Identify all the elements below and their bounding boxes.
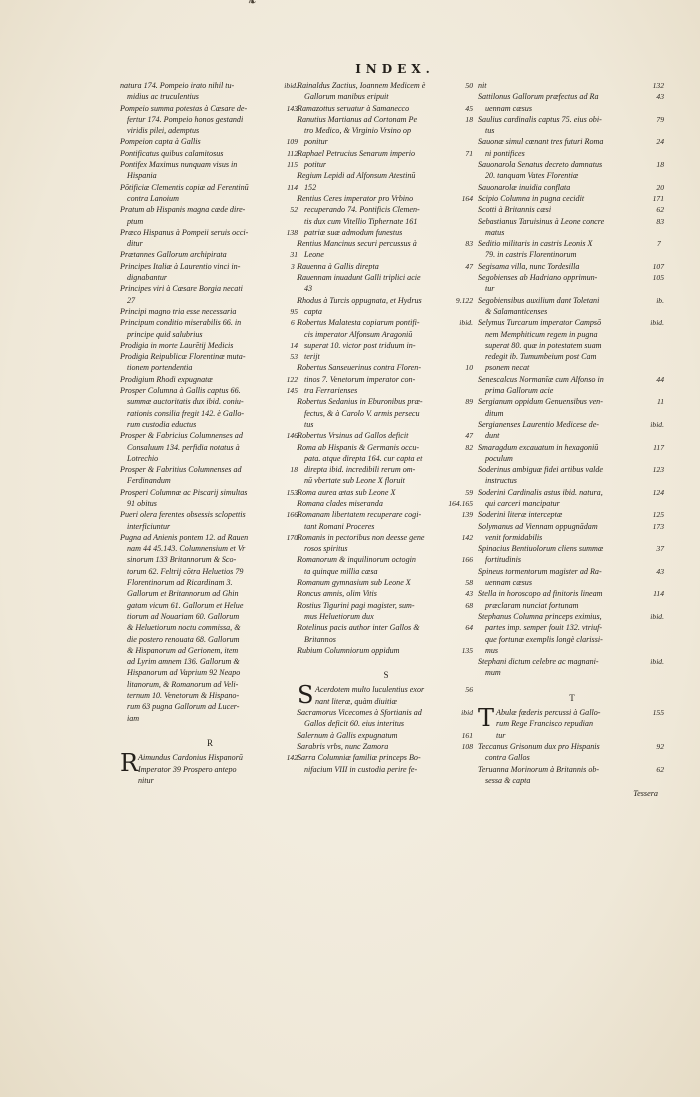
index-entry (478, 419, 666, 442)
entry-page-ref: 135 (461, 645, 473, 655)
entry-page-ref: 124 (652, 487, 664, 497)
index-entry (120, 374, 300, 385)
entry-page-ref: 123 (652, 465, 664, 475)
entry-text: Principes Italiæ à Laurentio vinci in- dignabantur (120, 261, 241, 283)
entry-page-ref: 24 (656, 137, 664, 147)
entry-text: Prosperi Columnæ ac Piscarij simultas 91 obitus (120, 487, 248, 508)
index-entry (478, 741, 666, 764)
index-entry (478, 588, 666, 611)
entry-page-ref: 146 (286, 431, 298, 441)
dropcap-entry (120, 749, 300, 786)
entry-text: Stephanus Columna princeps eximius, partes imp. semper fouit 132. vtriuf- que fortunæ exemplis longè clarissi- mus (478, 611, 603, 655)
entry-text: Senescalcus Normanīæ cum Alfonso in prima Gallorum acie (478, 374, 604, 396)
entry-text: Segobienses ab Hadriano opprimun- tur (478, 273, 598, 294)
entry-text: Romanum gymnasium sub Leone X (297, 578, 411, 588)
index-entry (297, 554, 475, 577)
entry-page-ref: 173 (652, 521, 664, 531)
entry-page-ref: 43 (656, 566, 664, 576)
index-entry (120, 204, 300, 227)
entry-page-ref: 164.165 (448, 498, 473, 508)
index-entry (297, 487, 475, 498)
entry-page-ref: 14 (290, 340, 298, 350)
index-entry (120, 464, 300, 487)
entry-page-ref: 58 (465, 578, 473, 588)
entry-page-ref: 82 (465, 442, 473, 452)
section-letter: R (206, 737, 213, 748)
entry-page-ref: 79 (656, 114, 664, 124)
index-entry (478, 611, 666, 656)
index-entry (478, 204, 666, 215)
index-entry (478, 566, 666, 589)
entry-page-ref: 114 (653, 589, 664, 599)
index-entry (478, 261, 666, 272)
entry-text: Spinacius Bentiuolorum cliens summæ fortitudinis (478, 544, 604, 565)
index-entry (297, 622, 475, 645)
entry-text: Rhodus à Turcis oppugnata, et Hydrus capta (297, 295, 422, 316)
index-entry (478, 442, 666, 465)
index-entry (478, 136, 666, 159)
entry-page-ref: ibid (461, 708, 473, 718)
entry-text: Selymus Turcarum imperator Campsō nem Memphiticum regem in pugna superat 80. quæ in potestatem suam redegit ib. Tumumbeium post Cam psonem necat (478, 318, 602, 373)
entry-text: Prodigium Rhodi expugnatæ (120, 374, 213, 384)
entry-page-ref: 145 (286, 386, 298, 396)
entry-page-ref: 47 (465, 431, 473, 441)
entry-page-ref: 71 (465, 148, 473, 158)
entry-page-ref: 122 (286, 374, 298, 384)
drop-cap: T (478, 704, 495, 733)
entry-page-ref: 115 (287, 160, 298, 170)
entry-page-ref: 52 (290, 205, 298, 215)
dropcap-entry (297, 681, 475, 710)
entry-page-ref: 6 (291, 318, 295, 328)
entry-text: Ramazottus seruatur à Samanecco (297, 103, 410, 113)
index-entry (297, 148, 475, 171)
entry-text: Sergianenses Laurentio Medicese de- dunt (478, 419, 599, 441)
index-entry (297, 170, 475, 193)
index-entry (478, 193, 666, 204)
entry-page-ref: 109 (286, 137, 298, 147)
index-entry (297, 272, 475, 295)
index-entry (297, 752, 475, 775)
entry-text: Prodigia Reipublicæ Florentinæ muta- tionem portendentia (120, 352, 246, 373)
entry-text: Sauonarola Senatus decreto damnatus 20. tanquam Vates Florentiæ (478, 160, 603, 181)
index-entry (478, 509, 666, 520)
entry-page-ref: 31 (290, 250, 298, 260)
entry-page-ref: 114 (287, 182, 298, 192)
entry-text: Pueri olera ferentes obsessis sclopettis interficiuntur (120, 510, 246, 531)
entry-page-ref: 37 (656, 544, 664, 554)
section-letter: S (383, 670, 389, 681)
index-entry (478, 487, 666, 510)
entry-page-ref: 43 (465, 589, 473, 599)
entry-text: Scipio Columna in pugna cecidit (478, 193, 585, 203)
index-entry (291, 261, 475, 272)
entry-page-ref: 92 (656, 741, 664, 751)
drop-cap: S (297, 681, 314, 710)
entry-text: Roncus amnis, olim Vitis (297, 589, 377, 599)
entry-text: Sarra Columniæ familiæ princeps Bo- nifacium VIII in custodia perire fe- (297, 753, 421, 774)
entry-text: Seditio militaris in castris Leonis X 79. in castris Florentinorum (478, 239, 593, 260)
entry-page-ref: ibid. (459, 318, 473, 328)
entry-text: Prosper & Fabritius Columnenses ad Ferdinandum (120, 465, 242, 486)
index-entry (120, 351, 300, 374)
index-entry (297, 509, 475, 532)
page-header (0, 58, 700, 77)
entry-page-ref: 138 (286, 227, 298, 237)
entry-page-ref: ibid. (650, 318, 664, 328)
index-entry (478, 182, 666, 193)
index-entry (120, 306, 300, 317)
index-entry (478, 91, 666, 114)
index-entry (120, 261, 300, 284)
index-entry (297, 707, 475, 730)
index-entry (478, 464, 666, 487)
index-entry (120, 317, 300, 340)
entry-page-ref: 83 (465, 239, 473, 249)
entry-text: Robertus Sanseuerinus contra Floren- tinos 7. Venetorum imperator con- tra Ferrarienses (297, 363, 422, 396)
entry-page-ref: 161 (461, 730, 473, 740)
entry-text: Principes viri à Cæsare Borgia necati 27 (120, 284, 243, 305)
entry-page-ref: 170 (286, 532, 298, 542)
entry-text: Roma ab Hispanis & Germanis occu- pata. atque direpta 164. cur capta et direpta ibid. incredibili rerum om- nū vbertate sub Leone X floruit (297, 442, 423, 486)
entry-text: Rainaldus Zactius, Ioannem Medicem è Gallorum manibus eripuit (297, 81, 426, 102)
index-entry (297, 730, 475, 741)
index-entry (478, 238, 666, 261)
entry-text: natura 174. Pompeio irato nihil tu- midius ac truculentius (120, 81, 235, 102)
entry-text: Pompeion capta à Gallis (120, 137, 201, 147)
index-entry (120, 148, 300, 159)
page-ornament: ❧ (248, 0, 257, 8)
entry-page-ref: 18 (465, 114, 473, 124)
entry-page-ref: 56 (465, 685, 473, 695)
entry-page-ref: 125 (652, 510, 664, 520)
index-entry (478, 656, 666, 679)
entry-text: Rauennam inuadunt Galli triplici acie 43 (297, 273, 421, 294)
entry-text: Pompeio summa potestas à Cæsare de- fertur 174. Pompeio honos gestandi viridis pilei, ademptus (120, 103, 248, 136)
entry-text: Principum conditio miserabilis 66. in principe quid salubrius (120, 318, 242, 339)
entry-page-ref: 47 (465, 261, 473, 271)
index-column-1 (120, 80, 300, 786)
entry-text: Sacramorus Vicecomes à Sfortianis ad Gallos deficit 60. eius interitus (297, 708, 422, 729)
index-entry (297, 741, 475, 752)
index-entry (478, 295, 666, 318)
entry-text: nit (478, 81, 487, 90)
entry-text: Raphael Petrucius Senarum imperio potitur (297, 148, 416, 170)
entry-text: Smaragdum excauatum in hexagoniū poculum (478, 442, 599, 463)
entry-text: Soderinus ambiguæ fidei artibus valde instructus (478, 465, 603, 486)
entry-text: Regium Lepidi ad Alfonsum Atestinū 152 (297, 171, 416, 192)
entry-page-ref: 50 (465, 81, 473, 90)
entry-text: Pontificatus quibus calamitosus (120, 148, 224, 158)
index-entry (297, 600, 475, 623)
index-entry (120, 283, 300, 306)
entry-page-ref: 64 (465, 623, 473, 633)
index-entry (120, 340, 300, 351)
entry-page-ref: 10 (465, 363, 473, 373)
entry-page-ref: 20 (656, 182, 664, 192)
entry-page-ref: 11 (656, 397, 664, 407)
entry-page-ref: ib. (656, 295, 664, 305)
index-entry (120, 182, 300, 205)
entry-page-ref: 155 (652, 708, 664, 718)
index-entry (297, 532, 475, 555)
entry-page-ref: 7 (657, 239, 661, 249)
entry-text: Pōtificiæ Clementis copiæ ad Ferentinū contra Lanoium (120, 182, 249, 203)
index-entry (297, 498, 475, 509)
entry-text: Sattilonus Gallorum præfectus ad Ra uennam cæsus (478, 92, 599, 113)
entry-text: Stella in horoscopo ad finitoris lineam præclaram nunciat fortunam (478, 589, 603, 610)
entry-text: Ranutius Martianus ad Cortonam Pe tro Medico, & Virginio Vrsino op ponitur (297, 114, 418, 147)
entry-text: Prodigia in morte Laurētij Medicis (120, 340, 234, 350)
index-entry (478, 159, 666, 182)
index-column-3 (478, 80, 666, 799)
entry-page-ref: ibid. (650, 657, 664, 667)
entry-page-ref: 62 (656, 205, 664, 215)
entry-text: Solymanus ad Viennam oppugnādam venit formidabilis (478, 521, 598, 542)
entry-page-ref: 142 (461, 532, 473, 542)
entry-text: Teruanna Morinorum à Britannis ob- sessa & capta (478, 764, 600, 785)
entry-page-ref: 44 (656, 374, 664, 384)
index-entry (297, 103, 475, 114)
entry-page-ref: 3 (291, 261, 295, 271)
index-entry (297, 396, 475, 430)
entry-page-ref: 107 (652, 261, 664, 271)
entry-text: Sergianum oppidum Genuensibus ven- ditum (478, 397, 603, 418)
index-entry (120, 159, 300, 182)
index-entry (120, 103, 300, 137)
entry-text: Principi magno tria esse necessaria (120, 306, 237, 316)
entry-text: Rubium Columniorum oppidum (297, 645, 400, 655)
entry-text: Rentius Mancinus securi percussus à Leone (297, 239, 417, 260)
index-entry (478, 396, 666, 419)
entry-page-ref: 164 (461, 193, 473, 203)
entry-page-ref: 83 (656, 216, 664, 226)
index-entry (478, 764, 666, 787)
index-entry (478, 374, 666, 397)
entry-text: Robertus Malatesta copiarum pontifi- cis imperator Alfonsum Aragoniū superat 10. victor post triduum in- terijt (297, 318, 420, 362)
entry-page-ref: 166 (461, 555, 473, 565)
entry-text: Soderini Cardinalis astus ibid. natura, qui carceri mancipatur (478, 487, 603, 508)
index-entry (120, 136, 300, 147)
entry-page-ref: 68 (465, 600, 473, 610)
entry-text: Salernum à Gallis expugnatum (297, 730, 398, 740)
entry-page-ref: ibid. (650, 611, 664, 621)
entry-text: Sauonæ simul cœnant tres futuri Roma ni pontifices (478, 137, 604, 158)
entry-text: Roma aurea ætas sub Leone X (297, 487, 396, 497)
entry-text: Sauonarolæ inuidia conflata (478, 182, 571, 192)
index-entry (120, 430, 300, 464)
index-entry (297, 577, 475, 588)
entry-text: Rentius Ceres imperator pro Vrbino recuperando 74. Pontificis Clemen- tis dux cum Vitellio Tiphernate 161 patriæ suæ admodum funestus (297, 193, 420, 237)
index-entry (120, 487, 300, 510)
entry-page-ref: 105 (652, 273, 664, 283)
entry-text: Rauenna à Gallis direpta (297, 261, 379, 271)
index-entry (297, 114, 475, 148)
entry-text: Soderini literæ interceptæ (478, 510, 563, 520)
entry-page-ref: 142 (286, 753, 298, 763)
index-entry (297, 362, 475, 396)
catchword: Tessera (633, 789, 658, 799)
index-entry (120, 80, 300, 103)
entry-page-ref: 43 (656, 92, 664, 102)
index-entry (478, 521, 666, 544)
entry-page-ref: 59 (465, 487, 473, 497)
entry-page-ref: 45 (465, 103, 473, 113)
entry-text: Prosper Columna à Gallis captus 66. summæ auctoritatis dux ibid. coniu- rationis consilia fregit 142. è Gallo- rum custodia eductus (120, 386, 245, 429)
section-letter: T (569, 692, 575, 703)
entry-page-ref: 117 (653, 442, 664, 452)
index-entry (120, 532, 300, 724)
entry-text: Acerdotem multo luculentius exor nant literæ, quàm diuitiæ (315, 685, 425, 706)
dropcap-entry (478, 704, 666, 741)
index-entry (478, 543, 666, 566)
entry-text: Aimundus Cardonius Hispanorū Imperator 39 Prospero antepo nitur (138, 753, 243, 785)
entry-page-ref: 132 (652, 81, 664, 90)
entry-page-ref: 143 (286, 103, 298, 113)
entry-page-ref: 139 (461, 510, 473, 520)
index-entry (120, 509, 300, 532)
entry-page-ref: 95 (290, 306, 298, 316)
entry-text: Robertus Vrsinus ad Gallos deficit (297, 431, 409, 441)
index-entry (120, 249, 300, 260)
entry-page-ref: 153 (286, 487, 298, 497)
entry-text: Teccanus Grisonum dux pro Hispanis contra Gallos (478, 741, 600, 763)
entry-page-ref: 89 (465, 397, 473, 407)
index-entry (297, 430, 475, 441)
entry-text: Prosper & Fabricius Columnenses ad Consaluum 134. perfidia notatus à Lotrechio (120, 431, 243, 463)
entry-text: Sebastianus Taruisinus à Leone concre matus (478, 216, 605, 237)
entry-page-ref: 53 (290, 352, 298, 362)
entry-text: Scotti à Britannis cæsi (478, 205, 552, 215)
index-title: INDEX. (355, 62, 435, 76)
entry-text: Romanis in pectoribus non deesse gene rosos spiritus (297, 532, 425, 554)
entry-text: Romana clades miseranda (297, 498, 383, 508)
entry-text: Sarabris vrbs, nunc Zamora (297, 741, 389, 751)
entry-text: Pratum ab Hispanis magna cæde dire- ptum (120, 205, 246, 226)
index-entry (478, 272, 666, 295)
entry-text: Segisama villa, nunc Tordesilla (478, 261, 580, 271)
entry-text: Pugna ad Anienis pontem 12. ad Rauen nam 44 45.143. Columnensium et Vr sinorum 133 Britannorum & Sco- torum 62. Feltrij cōtra Heluetios 79 Florentinorum ad Ricardinam 3. Gallorum et Britannorum ad Ghin gatam vicum 61. Gallorum et Helue tiorum ad Nouariam 60. Gallorum & Heluetiorum noctu commissa, & die postero renouata 68. Gallorum & Hispanorum ad Gerionem, item ad Lyrim amnem 136. Gallorum & Hispanorum ad Vaprium 92 Neapo litanorum, & Romanorum ad Veli- ternum 10. Venetorum & Hispano- rum 63 pugna Gallorum ad Lucer- iam (120, 532, 249, 723)
index-entry (478, 216, 666, 239)
index-entry (478, 317, 666, 373)
drop-cap: R (120, 749, 139, 778)
entry-text: Romanam libertatem recuperare cogi- tant Romani Proceres (297, 510, 422, 531)
entry-page-ref: 108 (461, 741, 473, 751)
index-entry (297, 645, 475, 656)
entry-page-ref: 9.122 (455, 295, 473, 305)
entry-page-ref: 18 (290, 465, 298, 475)
index-entry (120, 385, 300, 430)
index-entry (478, 80, 666, 91)
entry-text: Stephani dictum celebre ac magnani- mum (478, 657, 599, 678)
entry-text: Rotelinus pacis author inter Gallos & Britannos (297, 623, 420, 644)
entry-text: Præco Hispanus à Pompeii seruis occi- ditur (120, 227, 249, 249)
entry-page-ref: 166 (286, 510, 298, 520)
entry-text: Segobiensibus auxilium dant Toletani & Salamanticenses (478, 295, 600, 316)
entry-text: Robertus Sedanius in Eburonibus præ- fectus, & à Carolo V. armis persecu tus (297, 397, 423, 429)
index-entry (120, 227, 300, 250)
entry-page-ref: 62 (656, 764, 664, 774)
entry-text: Prætannes Gallorum archipirata (120, 250, 227, 260)
index-entry (297, 80, 475, 103)
entry-text: Abulæ fœderis percussi à Gallo- rum Rege Francisco repudian tur (496, 708, 601, 740)
entry-page-ref: 112 (287, 148, 298, 158)
entry-text: Rostius Tigurini pagi magister, sum- mus Heluetiorum dux (297, 600, 415, 621)
index-entry (297, 588, 475, 599)
entry-page-ref: ibid. (650, 419, 664, 429)
entry-text: Saulius cardinalis captus 75. eius obi- tus (478, 114, 602, 136)
entry-text: Pontifex Maximus nunquam visus in Hispania (120, 160, 238, 181)
entry-page-ref: ibid. (284, 81, 298, 90)
entry-page-ref: 18 (656, 160, 664, 170)
entry-page-ref: 171 (652, 193, 664, 203)
entry-text: Spineus tormentorum magister ad Ra- uennam cæsus (478, 566, 602, 588)
entry-text: Romanorum & inquilinorum octogin ta quinque millia cæsa (297, 555, 416, 576)
index-entry (478, 114, 666, 137)
